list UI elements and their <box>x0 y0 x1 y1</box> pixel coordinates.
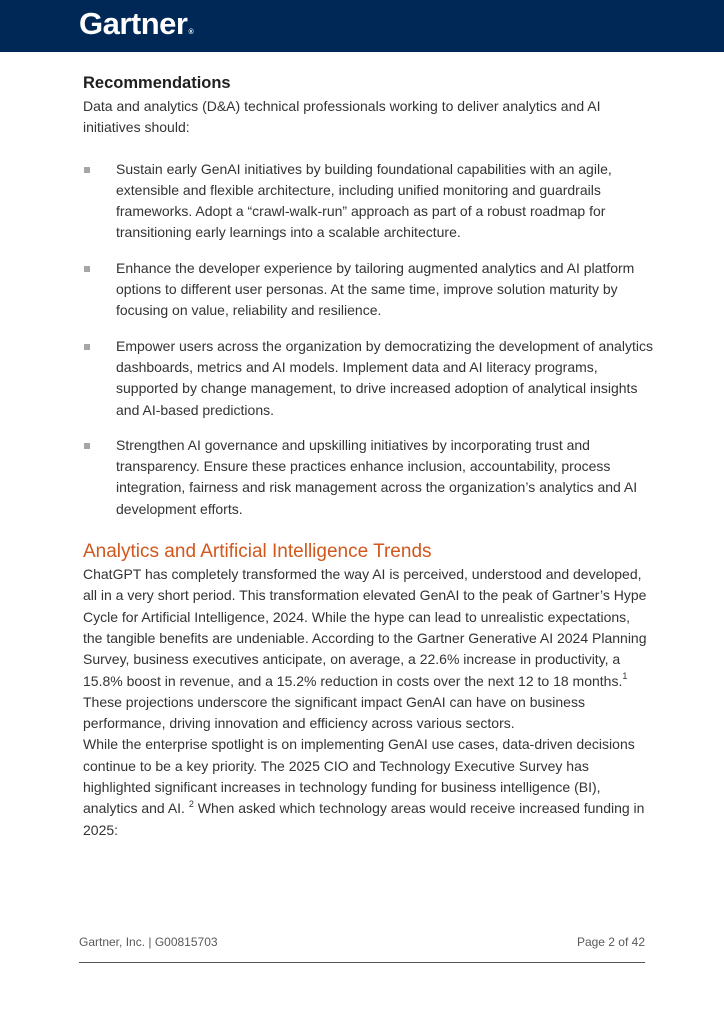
gartner-logo <box>79 6 193 42</box>
paragraph-text: ChatGPT has completely transformed the way AI is perceived, understood and developed, all in a very short period. This transformation elevated GenAI to the peak of Gartner’s Hype Cycle for Artificial Intelligence, 2024. While the hype can lead to unrealistic expectations, the tangible benefits are undeniable. According to the Gartner Generative AI 2024 Planning Survey, business executives anticipate, on average, a 22.6% increase in productivity, a 15.8% boost in revenue, and a 15.2% reduction in costs over the next 12 to 18 months. <box>83 566 647 689</box>
list-item <box>83 159 653 244</box>
list-item-text: Sustain early GenAI initiatives by building foundational capabilities with an agile, extensible and flexible architecture, including unified monitoring and guardrails frameworks. Adopt a “crawl-walk-run” approach as part of a robust roadmap for transitioning early learnings into a scalable architecture. <box>116 160 612 241</box>
square-bullet-icon <box>84 167 90 173</box>
trends-paragraph-1 <box>83 564 653 734</box>
recommendations-heading: Recommendations <box>83 74 231 92</box>
footnote-ref[interactable]: 1 <box>622 670 628 681</box>
registered-mark: ® <box>188 29 194 36</box>
page-number: Page 2 of 42 <box>576 935 645 949</box>
paragraph-text: While the enterprise spotlight is on implementing GenAI use cases, data-driven decisions continue to be a key priority. The 2025 CIO and Technology Executive Survey has highlighted significant increases in technology funding for business intelligence (BI), analytics and AI. <box>83 736 635 817</box>
square-bullet-icon <box>84 344 90 350</box>
footnote-ref[interactable]: 2 <box>188 798 194 809</box>
square-bullet-icon <box>84 443 90 449</box>
list-item-text: Enhance the developer experience by tailoring augmented analytics and AI platform options to different user personas. At the same time, improve solution maturity by focusing on value, reliability and resilience. <box>116 259 635 319</box>
document-body <box>83 70 653 841</box>
trends-paragraph-2 <box>83 734 653 840</box>
list-item <box>83 435 653 520</box>
list-item-text: Strengthen AI governance and upskilling initiatives by incorporating trust and transparency. Ensure these practices enhance inclusion, accountability, process integration, fairness and risk management across the organization’s analytics and AI development efforts. <box>116 436 638 517</box>
paragraph-text: These projections underscore the significant impact GenAI can have on business performance, driving innovation and efficiency across various sectors. <box>83 693 585 732</box>
page-header <box>0 0 724 52</box>
document-id: Gartner, Inc. | G00815703 <box>79 935 218 949</box>
footer-divider <box>79 962 645 963</box>
list-item <box>83 258 653 322</box>
list-item-text: Empower users across the organization by democratizing the development of analytics dashboards, metrics and AI models. Implement data and AI literacy programs, supported by change management, to drive increased adoption of analytical insights and AI-based predictions. <box>116 337 653 418</box>
list-item <box>83 336 653 421</box>
paragraph-text: When asked which technology areas would receive increased funding in 2025: <box>83 800 645 838</box>
page-footer <box>79 935 645 951</box>
square-bullet-icon <box>84 266 90 272</box>
logo-text: Gartner <box>79 6 188 41</box>
recommendations-intro: Data and analytics (D&A) technical professionals working to deliver analytics and AI initiatives should: <box>83 98 601 136</box>
recommendations-list <box>83 159 653 520</box>
trends-heading: Analytics and Artificial Intelligence Trends <box>83 541 432 563</box>
